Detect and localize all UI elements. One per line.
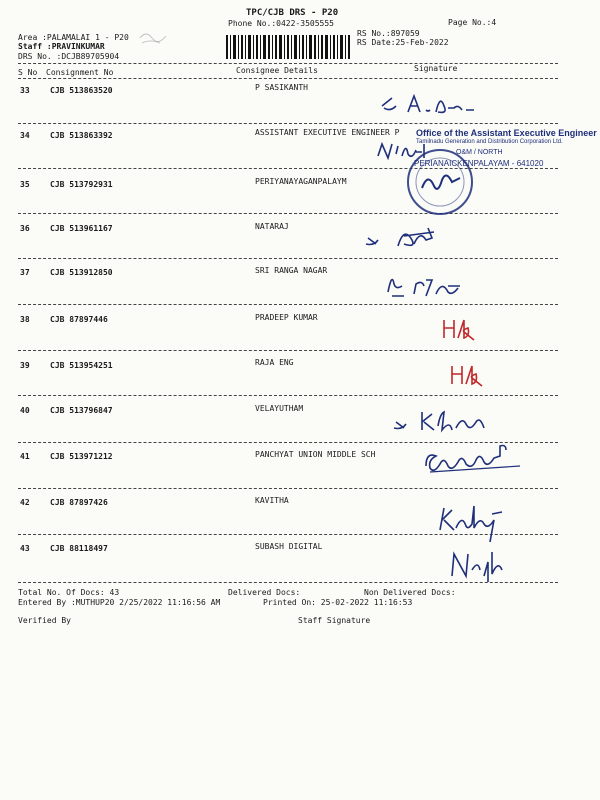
row-divider: [18, 488, 558, 489]
row-consignee: RAJA ENG: [255, 358, 294, 367]
row-consignment: CJB 513912850: [50, 268, 113, 277]
row-divider: [18, 258, 558, 259]
row-consignment: CJB 513796847: [50, 406, 113, 415]
row-consignment: CJB 513863392: [50, 131, 113, 140]
drs-number: DRS No. :DCJB89705904: [18, 52, 120, 61]
signature-row-36: [362, 226, 452, 256]
non-delivered-docs: Non Delivered Docs:: [364, 588, 456, 597]
row-sno: 34: [20, 131, 30, 140]
stamp-line-corporation: Tamilnadu Generation and Distribution Corporation Ltd.: [416, 139, 563, 145]
phone-number: Phone No.:0422-3505555: [228, 19, 334, 28]
staff-label: Staff :PRAVINKUMAR: [18, 42, 105, 51]
page-number: Page No.:4: [448, 18, 497, 27]
row-sno: 43: [20, 544, 30, 553]
row-consignment: CJB 513961167: [50, 224, 113, 233]
column-sno: S No: [18, 68, 38, 77]
stamp-line-office: Office of the Assistant Executive Engineer: [416, 128, 597, 138]
row-divider: [18, 582, 558, 583]
header-divider-bottom: [18, 78, 558, 79]
row-divider: [18, 395, 558, 396]
faint-stamp-mark: [138, 28, 168, 48]
row-divider: [18, 123, 558, 124]
row-consignee: SUBASH DIGITAL: [255, 542, 323, 551]
signature-row-37: [384, 272, 474, 302]
rs-date: RS Date:25-Feb-2022: [357, 38, 449, 47]
row-sno: 39: [20, 361, 30, 370]
row-consignment: CJB 88118497: [50, 544, 108, 553]
row-consignee: PANCHYAT UNION MIDDLE SCH: [255, 450, 376, 459]
row-sno: 42: [20, 498, 30, 507]
signature-row-42: [436, 500, 516, 540]
row-consignment: CJB 513971212: [50, 452, 113, 461]
delivered-docs: Delivered Docs:: [228, 588, 301, 597]
row-sno: 35: [20, 180, 30, 189]
row-consignment: CJB 513863520: [50, 86, 113, 95]
row-sno: 37: [20, 268, 30, 277]
row-consignee: KAVITHA: [255, 496, 289, 505]
row-consignee: PRADEEP KUMAR: [255, 313, 318, 322]
total-docs: Total No. Of Docs: 43: [18, 588, 120, 597]
row-sno: 36: [20, 224, 30, 233]
row-divider: [18, 442, 558, 443]
column-consignee: Consignee Details: [236, 66, 318, 75]
row-consignment: CJB 87897426: [50, 498, 108, 507]
row-consignee: NATARAJ: [255, 222, 289, 231]
area-label: Area :PALAMALAI 1 - P20: [18, 33, 129, 42]
row-divider: [18, 350, 558, 351]
row-sno: 38: [20, 315, 30, 324]
stamp-line-address: PERIANAICKENPALAYAM - 641020: [414, 159, 544, 168]
column-consignment: Consignment No: [46, 68, 114, 77]
rs-number: RS No.:897059: [357, 29, 420, 38]
row-consignment: CJB 513954251: [50, 361, 113, 370]
row-consignee: P SASIKANTH: [255, 83, 308, 92]
signature-row-39-hr: [448, 362, 488, 386]
signature-row-38-hr: [440, 316, 480, 340]
entered-by: Entered By :MUTHUP20 2/25/2022 11:16:56 AM: [18, 598, 221, 607]
signature-row-43: [448, 546, 508, 582]
row-sno: 41: [20, 452, 30, 461]
column-signature: Signature: [414, 64, 458, 73]
signature-row-33: [378, 92, 488, 122]
signature-row-40: [392, 408, 502, 438]
row-sno: 33: [20, 86, 30, 95]
row-consignment: CJB 87897446: [50, 315, 108, 324]
document-title: TPC/CJB DRS - P20: [246, 8, 339, 18]
row-consignee: PERIYANAYAGANPALAYM: [255, 177, 347, 186]
signature-row-34: [374, 138, 434, 168]
header-divider-top: [18, 63, 558, 64]
row-sno: 40: [20, 406, 30, 415]
row-consignee: ASSISTANT EXECUTIVE ENGINEER P: [255, 128, 400, 137]
row-consignee: SRI RANGA NAGAR: [255, 266, 328, 275]
verified-by: Verified By: [18, 616, 71, 625]
staff-signature: Staff Signature: [298, 616, 371, 625]
printed-on: Printed On: 25-02-2022 11:16:53: [263, 598, 413, 607]
row-consignment: CJB 513792931: [50, 180, 113, 189]
row-consignee: VELAYUTHAM: [255, 404, 304, 413]
signature-row-41: [422, 446, 532, 480]
stamp-line-division: O&M / NORTH: [456, 149, 503, 156]
barcode: [226, 35, 350, 59]
row-divider: [18, 304, 558, 305]
